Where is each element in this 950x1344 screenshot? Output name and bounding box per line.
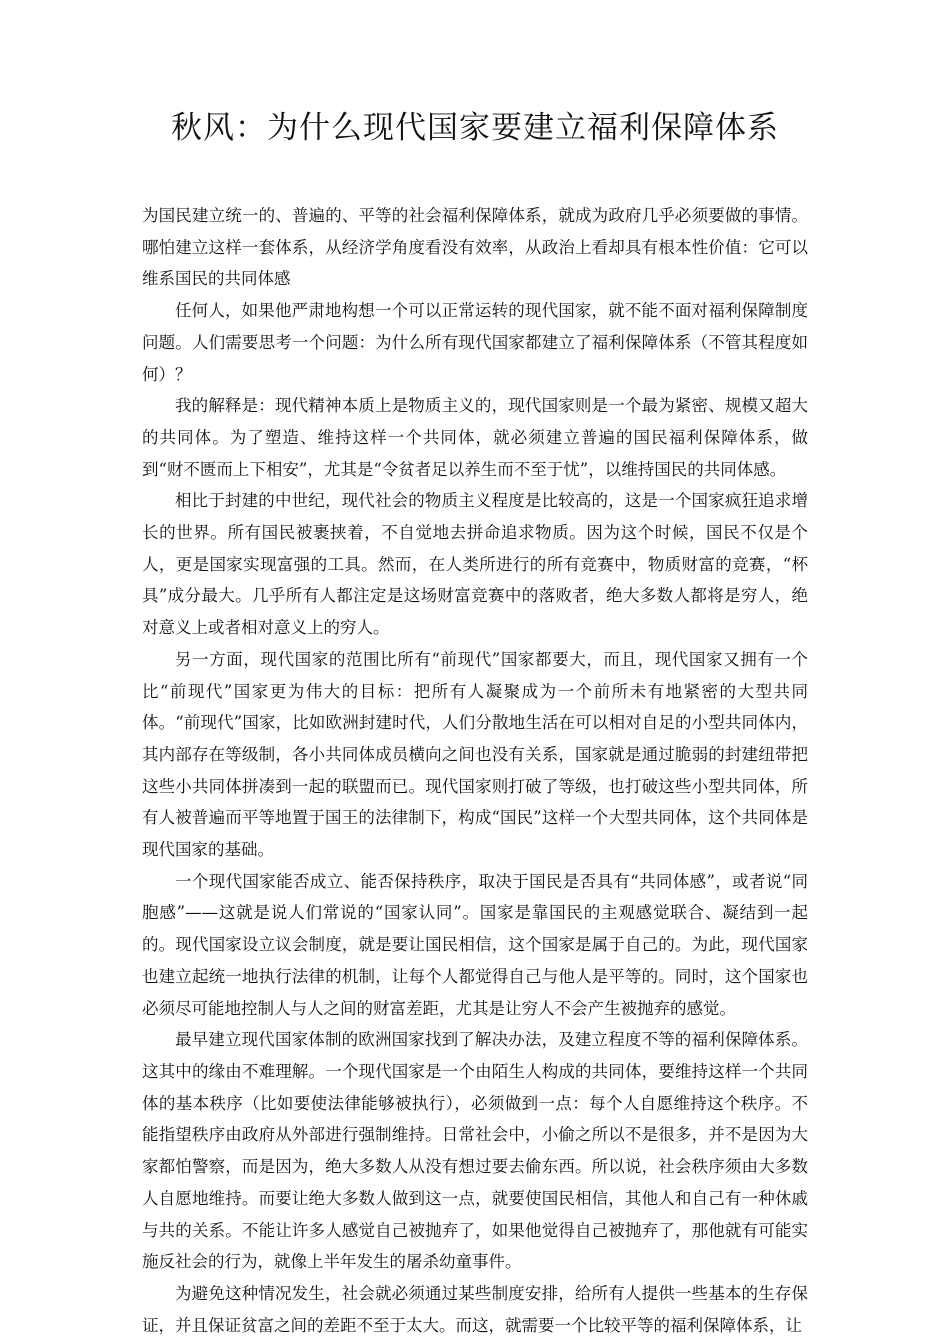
paragraph-4: 相比于封建的中世纪，现代社会的物质主义程度是比较高的，这是一个国家疯狂追求增长的世界。所有国民被裹挟着，不自觉地去拼命追求物质。因为这个时候，国民不仅是个人，更是国家实现富强的工具。然而，在人类所进行的所有竞赛中，物质财富的竞赛，“杯具”成分最大。几乎所有人都注定是这场财富竞赛中的落败者，绝大多数人都将是穷人，绝对意义上或者相对意义上的穷人。 bbox=[142, 491, 808, 638]
paragraph-2: 任何人，如果他严肃地构想一个可以正常运转的现代国家，就不能不面对福利保障制度问题。人们需要思考一个问题：为什么所有现代国家都建立了福利保障体系（不管其程度如何）？ bbox=[142, 301, 808, 384]
paragraph-8: 为避免这种情况发生，社会就必须通过某些制度安排，给所有人提供一些基本的生存保证，并且保证贫富之间的差距不至于太大。而这，就需要一个比较平等的福利保障体系，让 bbox=[142, 1283, 808, 1335]
paragraph-1: 为国民建立统一的、普遍的、平等的社会福利保障体系，就成为政府几乎必须要做的事情。哪怕建立这样一套体系，从经济学角度看没有效率，从政治上看却具有根本性价值：它可以维系国民的共同体感 bbox=[142, 206, 808, 289]
paragraph-6: 一个现代国家能否成立、能否保持秩序，取决于国民是否具有“共同体感”，或者说“同胞感”——这就是说人们常说的“国家认同”。国家是靠国民的主观感觉联合、凝结到一起的。现代国家设立议会制度，就是要让国民相信，这个国家是属于自己的。为此，现代国家也建立起统一地执行法律的机制，让每个人都觉得自己与他人是平等的。同时，这个国家也必须尽可能地控制人与人之间的财富差距，尤其是让穷人不会产生被抛弃的感觉。 bbox=[142, 871, 808, 1018]
document-body bbox=[142, 200, 808, 1341]
paragraph-5: 另一方面，现代国家的范围比所有“前现代”国家都要大，而且，现代国家又拥有一个比“前现代”国家更为伟大的目标：把所有人凝聚成为一个前所未有地紧密的大型共同体。“前现代”国家，比如欧洲封建时代，人们分散地生活在可以相对自足的小型共同体内，其内部存在等级制，各小共同体成员横向之间也没有关系，国家就是通过脆弱的封建纽带把这些小共同体拼凑到一起的联盟而已。现代国家则打破了等级，也打破这些小型共同体，所有人被普遍而平等地置于国王的法律制下，构成“国民”这样一个大型共同体，这个共同体是现代国家的基础。 bbox=[142, 649, 808, 860]
paragraph-7: 最早建立现代国家体制的欧洲国家找到了解决办法，及建立程度不等的福利保障体系。这其中的缘由不难理解。一个现代国家是一个由陌生人构成的共同体，要维持这样一个共同体的基本秩序（比如要使法律能够被执行），必须做到一点：每个人自愿维持这个秩序。不能指望秩序由政府从外部进行强制维持。日常社会中，小偷之所以不是很多，并不是因为大家都怕警察，而是因为，绝大多数人从没有想过要去偷东西。所以说，社会秩序须由大多数人自愿地维持。而要让绝大多数人做到这一点，就要使国民相信，其他人和自己有一种休戚与共的关系。不能让许多人感觉自己被抛弃了，如果他觉得自己被抛弃了，那他就有可能实施反社会的行为，就像上半年发生的屠杀幼童事件。 bbox=[142, 1030, 808, 1272]
paragraph-3: 我的解释是：现代精神本质上是物质主义的，现代国家则是一个最为紧密、规模又超大的共同体。为了塑造、维持这样一个共同体，就必须建立普遍的国民福利保障体系，做到“财不匮而上下相安”，尤其是“令贫者足以养生而不至于忧”，以维持国民的共同体感。 bbox=[142, 396, 808, 479]
document-title: 秋风：为什么现代国家要建立福利保障体系 bbox=[171, 110, 779, 146]
